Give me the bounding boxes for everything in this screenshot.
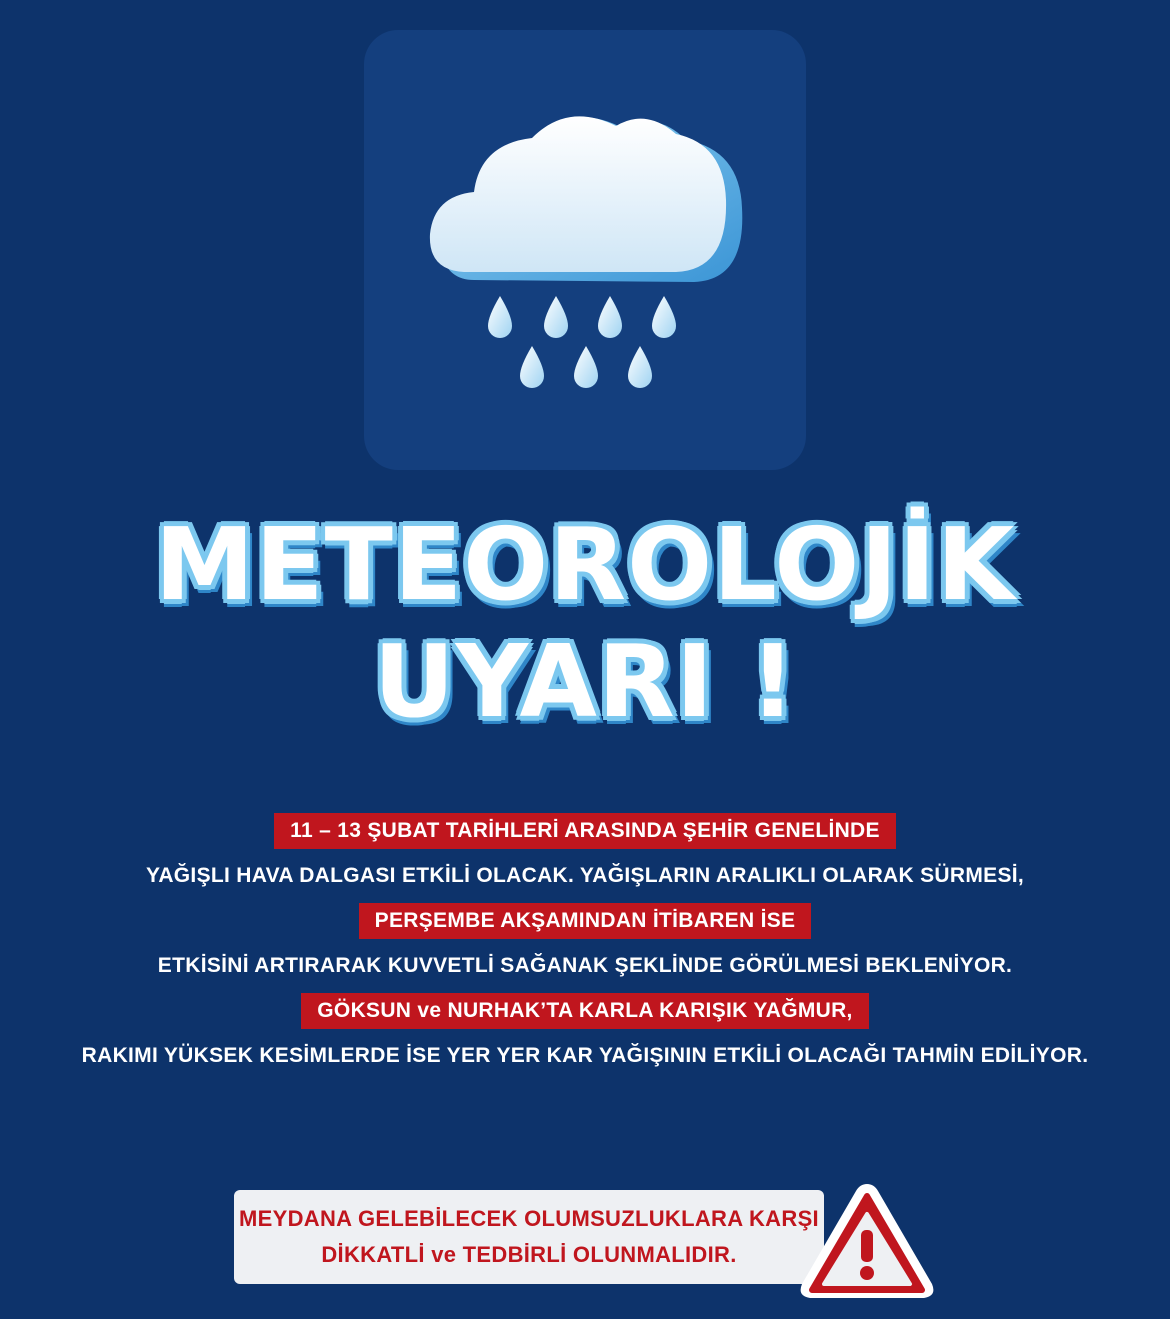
title-line-2: UYARI ! <box>373 623 797 740</box>
text-line <box>0 943 1170 988</box>
warning-text-block <box>0 808 1170 1078</box>
title-line-1: METEOROLOJİK <box>154 506 1016 623</box>
caution-line-1: MEYDANA GELEBİLECEK OLUMSUZLUKLARA KARŞI <box>239 1206 819 1231</box>
caution-line-2: DİKKATLİ ve TEDBİRLİ OLUNMALIDIR. <box>321 1242 737 1267</box>
body-text: RAKIMI YÜKSEK KESİMLERDE İSE YER YER KAR YAĞIŞININ ETKİLİ OLACAĞI TAHMİN EDİLİYOR. <box>81 1043 1089 1067</box>
text-line <box>0 808 1170 853</box>
weather-icon-tile <box>364 30 806 470</box>
text-line <box>0 853 1170 898</box>
text-line <box>0 1033 1170 1078</box>
text-line <box>0 898 1170 943</box>
body-text: YAĞIŞLI HAVA DALGASI ETKİLİ OLACAK. YAĞIŞLARIN ARALIKLI OLARAK SÜRMESİ, <box>145 863 1025 887</box>
rain-cloud-icon <box>364 30 806 470</box>
highlighted-text: PERŞEMBE AKŞAMINDAN İTİBAREN İSE <box>359 903 812 939</box>
highlighted-text: 11 – 13 ŞUBAT TARİHLERİ ARASINDA ŞEHİR GENELİNDE <box>274 813 896 849</box>
highlighted-text: GÖKSUN ve NURHAK’TA KARLA KARIŞIK YAĞMUR, <box>301 993 868 1029</box>
text-line <box>0 988 1170 1033</box>
warning-triangle-icon <box>794 1178 940 1304</box>
body-text: ETKİSİNİ ARTIRARAK KUVVETLİ SAĞANAK ŞEKLİNDE GÖRÜLMESİ BEKLENİYOR. <box>157 953 1013 977</box>
caution-box <box>234 1190 824 1284</box>
